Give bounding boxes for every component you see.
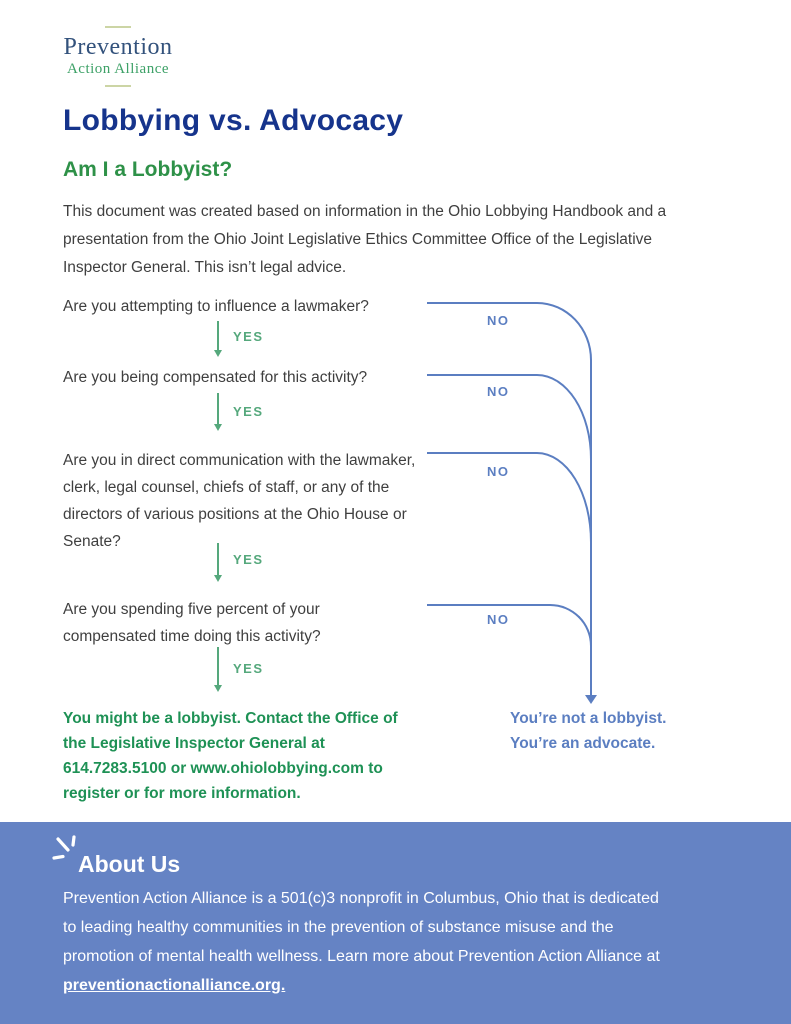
yes-label-2: YES — [233, 404, 264, 419]
logo-tagline: Action Alliance — [66, 61, 170, 77]
result-advocate-line-2: You’re an advocate. — [510, 735, 656, 752]
yes-label-1: YES — [233, 329, 264, 344]
yes-arrow-icon — [217, 393, 219, 424]
about-us-heading: About Us — [78, 851, 181, 877]
no-label-3: NO — [487, 464, 510, 479]
no-branch-line-4 — [427, 604, 592, 698]
subtitle: Am I a Lobbyist? — [63, 158, 233, 181]
flow-question-4: Are you spending five percent of your compensated time doing this activity? — [63, 601, 321, 645]
about-us-footer — [0, 822, 791, 1024]
flow-question-1: Are you attempting to influence a lawmaker? — [63, 298, 369, 315]
yes-arrow-icon — [217, 647, 219, 685]
result-lobbyist-text: You might be a lobbyist. Contact the Office of the Legislative Inspector General at 614.7283.5100 or www.ohiolobbying.com to register or for more information. — [63, 710, 398, 802]
no-label-4: NO — [487, 612, 510, 627]
no-label-1: NO — [487, 313, 510, 328]
logo-rule-top — [105, 26, 131, 28]
yes-arrow-icon — [217, 543, 219, 575]
flow-question-2: Are you being compensated for this activity? — [63, 369, 368, 386]
website-link[interactable]: preventionactionalliance.org. — [63, 977, 286, 994]
no-flow-arrowhead-icon — [585, 695, 597, 704]
intro-paragraph: This document was created based on information in the Ohio Lobbying Handbook and a presentation from the Ohio Joint Legislative Ethics Committee Office of the Legislative Inspector General. This isn’t legal advice. — [63, 203, 667, 276]
result-advocate-line-1: You’re not a lobbyist. — [510, 710, 667, 727]
about-us-paragraph — [63, 884, 668, 1000]
yes-label-4: YES — [233, 661, 264, 676]
result-advocate-text — [510, 706, 666, 756]
page-title: Lobbying vs. Advocacy — [63, 104, 404, 137]
no-label-2: NO — [487, 384, 510, 399]
prevention-action-alliance-logo — [48, 26, 188, 87]
yes-arrow-icon — [217, 321, 219, 350]
flow-question-3: Are you in direct communication with the lawmaker, clerk, legal counsel, chiefs of staff, or any of the directors of various positions at the Ohio House or Senate? — [63, 452, 416, 550]
logo-name: Prevention — [63, 34, 173, 60]
yes-label-3: YES — [233, 552, 264, 567]
about-us-body: Prevention Action Alliance is a 501(c)3 nonprofit in Columbus, Ohio that is dedicated to leading healthy communities in the prevention of substance misuse and the promotion of mental health wellness. Learn more about Prevention Action Alliance at — [63, 890, 660, 965]
logo-rule-bottom — [105, 85, 131, 87]
